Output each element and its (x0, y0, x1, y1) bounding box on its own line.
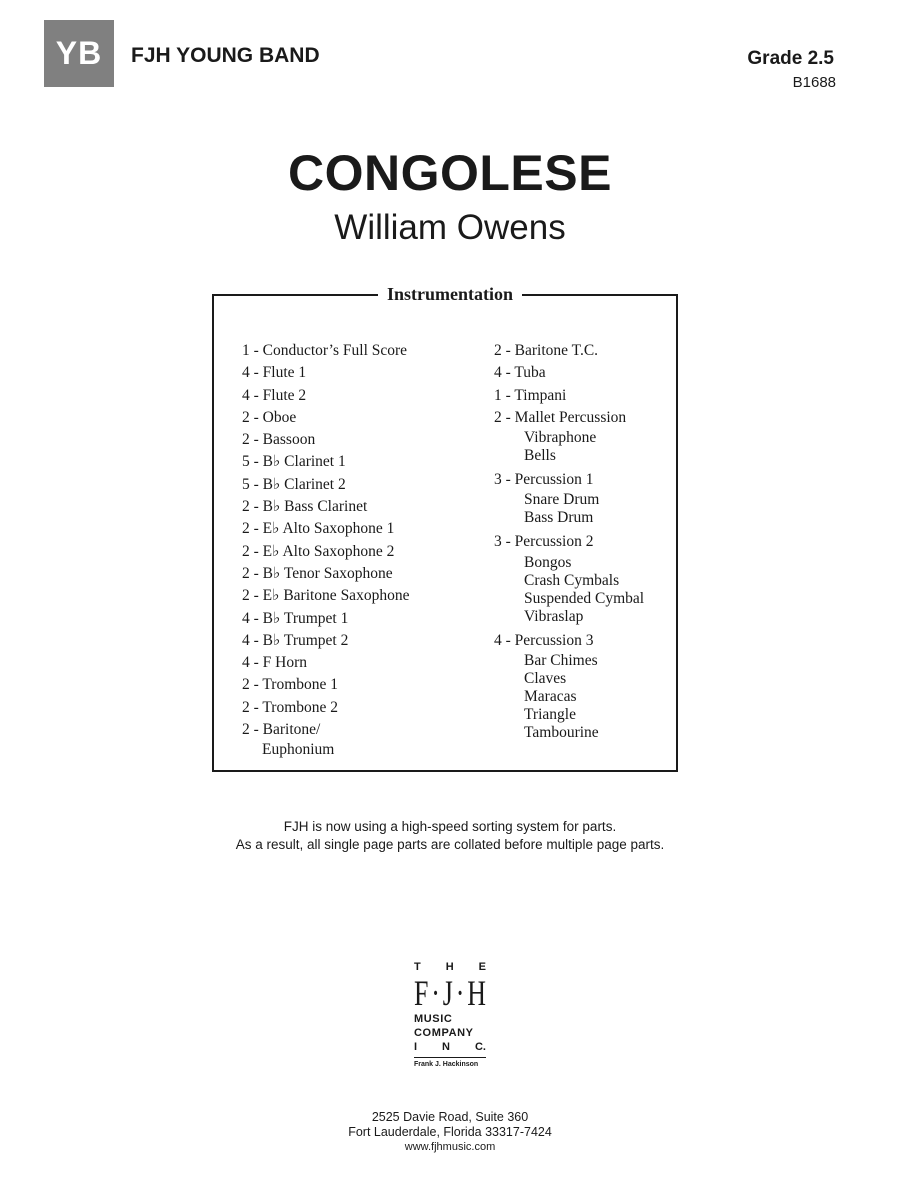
instrument-item: 2 - Bassoon (242, 431, 316, 449)
instrument-item: 4 - B♭ Trumpet 1 (242, 609, 349, 627)
instrument-item: 3 - Percussion 2 (494, 533, 594, 551)
instrument-item: 4 - Tuba (494, 364, 546, 382)
instrument-item: 2 - Trombone 1 (242, 676, 339, 694)
instrument-item: 3 - Percussion 1 (494, 471, 594, 489)
catalog-number: B1688 (792, 74, 836, 91)
instrument-sub-item: Tambourine (524, 724, 599, 742)
instrument-group (494, 407, 644, 465)
logo-music: MUSIC (414, 1013, 453, 1025)
instrument-sub-item: Claves (524, 670, 567, 688)
instrument-sub-item: Snare Drum (524, 491, 600, 509)
instrument-item: 2 - E♭ Alto Saxophone 2 (242, 542, 395, 560)
instrument-sub-item: Suspended Cymbal (524, 589, 645, 607)
instrument-sub-item: Bass Drum (524, 509, 594, 527)
sorting-note-line-2: As a result, all single page parts are collated before multiple page parts. (235, 837, 665, 852)
instrument-item: 5 - B♭ Clarinet 1 (242, 453, 346, 471)
series-logo: YB (44, 20, 114, 87)
instrument-item: 2 - Baritone T.C. (494, 342, 599, 359)
instrument-group (494, 469, 644, 527)
instrument-sub-item: Bongos (524, 553, 572, 571)
series-name: FJH YOUNG BAND (131, 44, 320, 67)
logo-the: T H E (414, 961, 486, 973)
instrument-item: 4 - F Horn (242, 654, 308, 672)
instrument-item: 1 - Timpani (494, 386, 567, 404)
instrument-sub-item: Bells (524, 447, 556, 465)
instrumentation-left-column (242, 340, 409, 759)
instrumentation-right-column (494, 340, 644, 746)
address-line-2: Fort Lauderdale, Florida 33317-7424 (348, 1125, 552, 1139)
sorting-note (0, 818, 900, 854)
instrument-item: 4 - Flute 1 (242, 364, 307, 382)
logo-owner: Frank J. Hackinson (414, 1061, 479, 1068)
instrument-item: 2 - B♭ Bass Clarinet (242, 498, 368, 516)
address-line-1: 2525 Davie Road, Suite 360 (371, 1110, 529, 1124)
instrument-item: 4 - Percussion 3 (494, 631, 594, 649)
publisher-logo (414, 960, 486, 1070)
instrument-sub-item: Maracas (524, 688, 577, 706)
instrument-item: 2 - E♭ Alto Saxophone 1 (242, 520, 395, 538)
instrument-sub-item: Crash Cymbals (524, 571, 620, 589)
instrument-group (494, 340, 644, 362)
instrument-group (494, 630, 644, 742)
sorting-note-line-1: FJH is now using a high-speed sorting system for parts. (283, 819, 617, 834)
instrument-sub-item: Vibraphone (524, 429, 597, 447)
instrument-item: 2 - E♭ Baritone Saxophone (242, 587, 410, 605)
instrument-group (494, 531, 644, 625)
instrument-item: 2 - B♭ Tenor Saxophone (242, 564, 393, 582)
grade-label: Grade 2.5 (747, 48, 834, 69)
instrumentation-heading: Instrumentation (0, 284, 900, 305)
instrument-item: 2 - Oboe (242, 408, 297, 426)
instrument-group (494, 362, 644, 384)
instrument-item: 2 - Mallet Percussion (494, 408, 627, 426)
instrument-item: 4 - B♭ Trumpet 2 (242, 631, 349, 649)
instrument-item: 2 - Trombone 2 (242, 698, 339, 716)
instrument-sub-item: Triangle (524, 706, 576, 724)
composer-name: William Owens (334, 208, 566, 247)
instrument-sub-item: Bar Chimes (524, 652, 598, 670)
instrument-item: 2 - Baritone/ (242, 721, 321, 739)
logo-fjh-letters: F · J · H (414, 973, 486, 1013)
instrument-sub-item: Vibraslap (524, 607, 584, 625)
instrument-item: 5 - B♭ Clarinet 2 (242, 475, 346, 493)
instrument-item-continuation: Euphonium (262, 741, 335, 759)
publisher-address (0, 1110, 900, 1155)
website-link[interactable]: www.fjhmusic.com (404, 1141, 496, 1153)
instrument-item: 4 - Flute 2 (242, 386, 307, 404)
page-title: CONGOLESE (288, 145, 612, 201)
logo-company: COMPANY (414, 1027, 474, 1039)
instrument-group (494, 385, 644, 407)
instrument-item: 1 - Conductor’s Full Score (242, 342, 408, 359)
logo-divider (414, 1057, 486, 1058)
logo-inc: I N C. (414, 1041, 486, 1053)
